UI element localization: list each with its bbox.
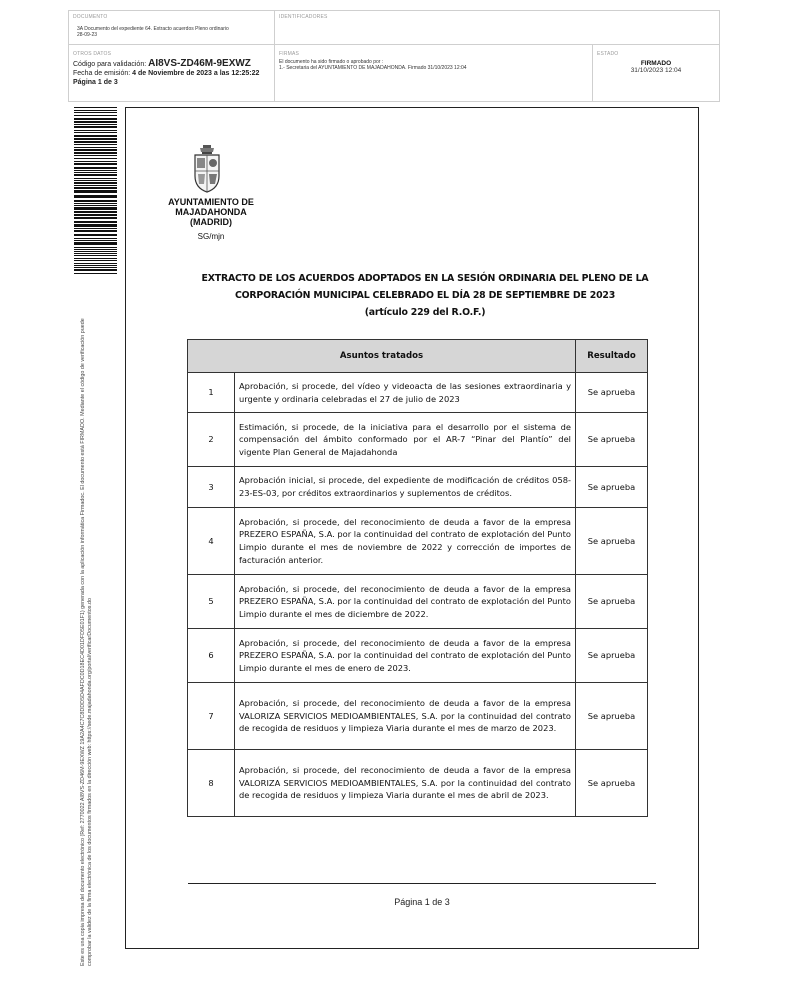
barcode-bar <box>74 200 117 202</box>
row-subject: Estimación, si procede, de la iniciativa para el desarrollo por el sistema de compensación del ámbito conformado por el AR-7 “Pinar del Plantío” del vigente Plan General de Majadahonda <box>235 413 576 467</box>
table-header-row <box>188 340 648 373</box>
row-number: 2 <box>188 413 235 467</box>
barcode-bar <box>74 260 117 261</box>
barcode-bar <box>74 211 117 213</box>
row-subject: Aprobación, si procede, del vídeo y videoacta de las sesiones extraordinaria y urgente y ordinaria celebradas el 27 de julio de 2023 <box>235 373 576 413</box>
table-row <box>188 413 648 467</box>
barcode-bar <box>74 112 117 113</box>
row-result: Se aprueba <box>576 683 648 750</box>
barcode-bar <box>74 158 117 159</box>
row-number: 7 <box>188 683 235 750</box>
barcode-bar <box>74 135 117 137</box>
row-result: Se aprueba <box>576 750 648 817</box>
row-subject: Aprobación inicial, si procede, del expediente de modificación de créditos 058-23-ES-03, por créditos extraordinarios y suplementos de créditos. <box>235 467 576 508</box>
documento-label: DOCUMENTO <box>73 14 108 20</box>
issue-date-line <box>73 69 270 78</box>
barcode-bar <box>74 130 117 131</box>
issue-date: 4 de Noviembre de 2023 a las 12:25:22 <box>132 70 260 77</box>
barcode-bar <box>74 234 117 236</box>
barcode-bar <box>74 115 117 116</box>
barcode-bar <box>74 251 117 252</box>
barcode-image <box>74 107 117 277</box>
barcode-bar <box>74 110 117 111</box>
barcode-bar <box>74 174 117 176</box>
estado-label: ESTADO <box>597 51 619 57</box>
document-metadata-header <box>68 10 720 102</box>
table-row <box>188 683 648 750</box>
row-subject: Aprobación, si procede, del reconocimiento de deuda a favor de la empresa PREZERO ESPAÑA, S.A. por la continuidad del contrato de explotación del Punto Limpio durante el mes de diciembre de 2022. <box>235 575 576 629</box>
row-subject: Aprobación, si procede, del reconocimiento de deuda a favor de la empresa VALORIZA SERVICIOS MEDIOAMBIENTALES, S.A. por la continuidad del contrato de recogida de residuos y limpieza Viaria durante el mes de abril de 2023. <box>235 750 576 817</box>
identificadores-cell <box>275 11 720 45</box>
barcode-bar <box>74 230 117 232</box>
barcode-bar <box>74 147 117 148</box>
barcode-bar <box>74 141 117 143</box>
barcode-bar <box>74 205 117 206</box>
documento-text: 3A Documento del expediente 64. Extracto acuerdos Pleno ordinario 28-09-23 <box>77 26 229 38</box>
firmas-entry: 1.- Secretaria del AYUNTAMIENTO DE MAJADAHONDA. Firmado 31/10/2023 12:04 <box>279 65 467 71</box>
barcode-bar <box>74 138 117 140</box>
barcode-bar <box>74 247 117 248</box>
document-title <box>180 270 670 321</box>
row-result: Se aprueba <box>576 413 648 467</box>
row-result: Se aprueba <box>576 467 648 508</box>
firmas-cell <box>275 45 593 102</box>
barcode-bar <box>74 161 117 162</box>
title-line-3: (artículo 229 del R.O.F.) <box>364 307 486 318</box>
barcode-bar <box>74 132 117 133</box>
row-result: Se aprueba <box>576 373 648 413</box>
org-line-1: AYUNTAMIENTO DE <box>168 197 254 207</box>
row-result: Se aprueba <box>576 508 648 575</box>
identificadores-label: IDENTIFICADORES <box>279 14 328 20</box>
firmas-intro: El documento ha sido firmado o aprobado por : <box>279 59 384 65</box>
barcode-bar <box>74 163 117 165</box>
barcode-bar <box>74 267 117 268</box>
barcode-bar <box>74 249 117 250</box>
validation-code-label: Código para validación: <box>73 61 147 68</box>
row-number: 4 <box>188 508 235 575</box>
row-result: Se aprueba <box>576 575 648 629</box>
barcode-bar <box>74 155 117 156</box>
barcode-bar <box>74 124 117 125</box>
barcode-bar <box>74 152 117 154</box>
barcode-bar <box>74 263 117 264</box>
issuing-organization <box>156 197 266 227</box>
barcode-bar <box>74 107 117 108</box>
estado-cell <box>593 45 720 102</box>
table-row <box>188 629 648 683</box>
row-number: 6 <box>188 629 235 683</box>
row-number: 8 <box>188 750 235 817</box>
barcode-bar <box>74 253 117 254</box>
barcode-bar <box>74 170 117 171</box>
barcode-bar <box>74 269 117 271</box>
org-line-3: (MADRID) <box>190 217 232 227</box>
barcode-bar <box>74 144 117 145</box>
row-result: Se aprueba <box>576 629 648 683</box>
status-date: 31/10/2023 12:04 <box>630 67 682 74</box>
table-row <box>188 575 648 629</box>
otros-datos-cell <box>69 45 275 102</box>
barcode-bar <box>74 228 117 229</box>
firmas-label: FIRMAS <box>279 51 300 57</box>
barcode-bar <box>74 118 117 120</box>
issue-date-label: Fecha de emisión: <box>73 70 131 77</box>
row-subject: Aprobación, si procede, del reconocimiento de deuda a favor de la empresa PREZERO ESPAÑA, S.A. por la continuidad del contrato de explotación del Punto Limpio durante el mes de noviembre de 2022 y corrección de importes de facturación anterior. <box>235 508 576 575</box>
barcode-bar <box>74 203 117 204</box>
row-number: 1 <box>188 373 235 413</box>
table-row <box>188 467 648 508</box>
validation-code-line <box>73 59 270 69</box>
documento-cell <box>69 11 275 45</box>
column-header-asuntos: Asuntos tratados <box>188 340 576 373</box>
barcode-bar <box>74 126 117 128</box>
header-page-number: Página 1 de 3 <box>73 79 118 86</box>
column-header-resultado: Resultado <box>576 340 648 373</box>
barcode-bar <box>74 149 117 151</box>
barcode-bar <box>74 207 117 210</box>
coat-of-arms-icon <box>192 144 222 194</box>
footer-divider <box>188 883 656 884</box>
barcode-bar <box>74 180 117 181</box>
barcode-bar <box>74 195 117 198</box>
barcode-bar <box>74 172 117 173</box>
barcode-bar <box>74 273 117 274</box>
barcode-bar <box>74 258 117 259</box>
status-badge: FIRMADO <box>640 60 672 67</box>
barcode-bar <box>74 265 117 266</box>
barcode-bar <box>74 224 117 227</box>
table-row <box>188 373 648 413</box>
barcode-bar <box>74 242 117 245</box>
table-row <box>188 750 648 817</box>
agenda-table <box>187 339 648 817</box>
barcode-bar <box>74 240 117 241</box>
verification-side-text: Este es una copia impresa del documento electrónico (Ref: 2770022 AI8VS-ZD46M-9EXWZ 19A2A4C7C8DDD5D4AFDC0D18EC4D01DFD5E01F1) generada con la aplicación informática Firmadoc. El documento está FIRMADO. Mediante el código de verificación puede comprobar la validez de la firma electrónica de los documentos firmados en la dirección web: https://sede.majadahonda.org/portal/verificarDocumentos.do <box>80 318 93 966</box>
barcode-bar <box>74 178 117 179</box>
barcode-bar <box>74 185 117 186</box>
footer-page-number: Página 1 de 3 <box>394 897 450 907</box>
barcode-bar <box>74 187 117 189</box>
row-subject: Aprobación, si procede, del reconocimiento de deuda a favor de la empresa PREZERO ESPAÑA, S.A. por la continuidad del contrato de explotación del Punto Limpio durante el mes de enero de 2023. <box>235 629 576 683</box>
title-line-1: EXTRACTO DE LOS ACUERDOS ADOPTADOS EN LA SESIÓN ORDINARIA DEL PLENO DE LA <box>201 273 649 284</box>
barcode-bar <box>74 238 117 239</box>
barcode-bar <box>74 167 117 169</box>
barcode-bar <box>74 121 117 123</box>
barcode-bar <box>74 182 117 184</box>
otros-datos-label: OTROS DATOS <box>73 51 112 57</box>
barcode-bar <box>74 217 117 219</box>
row-number: 5 <box>188 575 235 629</box>
row-subject: Aprobación, si procede, del reconocimiento de deuda a favor de la empresa VALORIZA SERVICIOS MEDIOAMBIENTALES, S.A. por la continuidad del contrato de recogida de residuos y limpieza Viaria durante el mes de marzo de 2023. <box>235 683 576 750</box>
validation-code: AI8VS-ZD46M-9EXWZ <box>148 58 251 69</box>
barcode-bar <box>74 214 117 216</box>
barcode-bar <box>74 221 117 223</box>
title-line-2: CORPORACIÓN MUNICIPAL CELEBRADO EL DÍA 28 DE SEPTIEMBRE DE 2023 <box>234 290 616 301</box>
barcode-bar <box>74 255 117 256</box>
row-number: 3 <box>188 467 235 508</box>
barcode-bar <box>74 190 117 193</box>
table-row <box>188 508 648 575</box>
document-reference: SG/mjn <box>197 232 225 241</box>
org-line-2: MAJADAHONDA <box>175 207 247 217</box>
